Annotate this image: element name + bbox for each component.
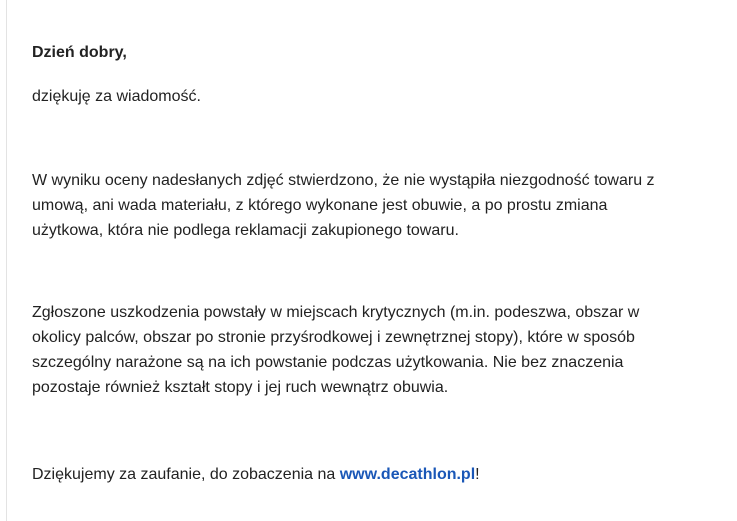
thanks-line: dziękuję za wiadomość.: [32, 88, 201, 105]
paragraph-line: szczególny narażone są na ich powstanie podczas użytkowania. Nie bez znaczenia: [32, 354, 624, 371]
left-border-divider: [6, 0, 7, 521]
paragraph-damage-explanation: [32, 300, 722, 400]
closing-line: [32, 462, 480, 487]
paragraph-line: użytkowa, która nie podlega reklamacji zakupionego towaru.: [32, 222, 459, 239]
closing-suffix: !: [475, 466, 480, 483]
paragraph-line: okolicy palców, obszar po stronie przyśrodkowej i zewnętrznej stopy), które w sposób: [32, 329, 635, 346]
paragraph-line: Zgłoszone uszkodzenia powstały w miejscach krytycznych (m.in. podeszwa, obszar w: [32, 304, 640, 321]
greeting: Dzień dobry,: [32, 44, 127, 61]
decathlon-link[interactable]: www.decathlon.pl: [339, 466, 476, 483]
paragraph-line: pozostaje również kształt stopy i jej ruch wewnątrz obuwia.: [32, 379, 449, 396]
paragraph-assessment: [32, 168, 722, 243]
paragraph-line: umową, ani wada materiału, z którego wykonane jest obuwie, a po prostu zmiana: [32, 197, 608, 214]
closing-text: Dziękujemy za zaufanie, do zobaczenia na: [32, 466, 340, 483]
paragraph-line: W wyniku oceny nadesłanych zdjęć stwierdzono, że nie wystąpiła niezgodność towaru z: [32, 172, 655, 189]
